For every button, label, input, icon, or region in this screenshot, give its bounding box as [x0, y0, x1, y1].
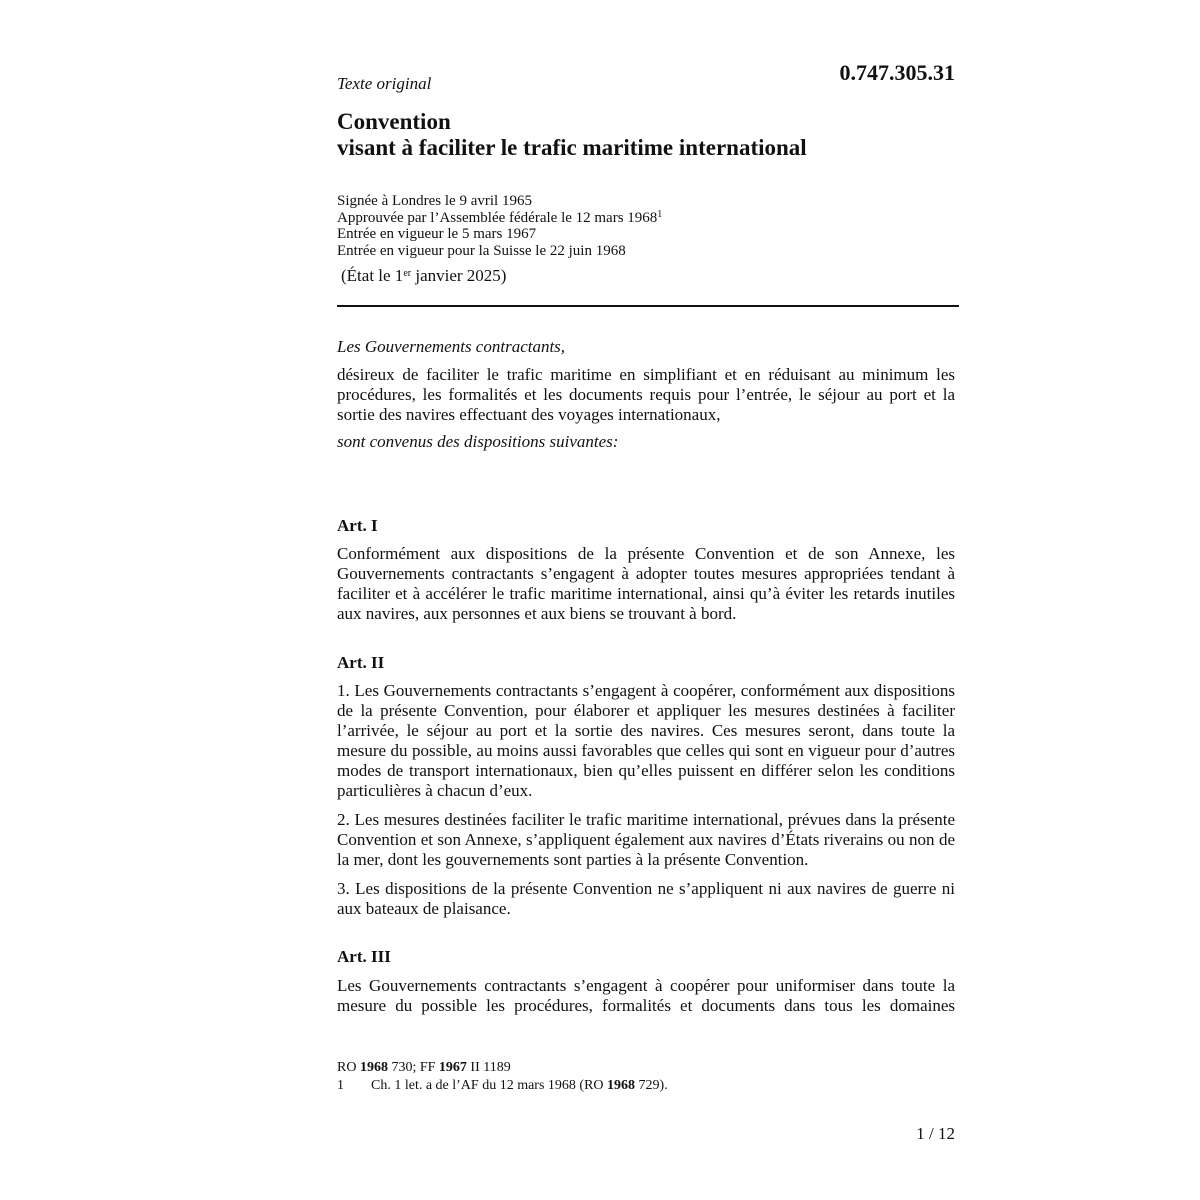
footnotes: [337, 1059, 668, 1095]
status-date: (État le 1er janvier 2025): [341, 266, 507, 285]
header-divider: [337, 305, 959, 307]
article-paragraph: Les Gouvernements contractants s’engagent à coopérer pour uniformiser dans toute la mesure du possible les procédures, formalités et documents dans tous les domaines: [337, 976, 955, 1015]
footnote-1: 1 Ch. 1 let. a de l’AF du 12 mars 1968 (RO 1968 729).: [337, 1078, 668, 1093]
article-heading: Art. III: [337, 947, 391, 966]
sr-number: 0.747.305.31: [839, 60, 955, 85]
preamble-closing: sont convenus des dispositions suivantes:: [337, 432, 619, 451]
in-force-line: Entrée en vigueur le 5 mars 1967: [337, 226, 537, 242]
approved-line: Approuvée par l’Assemblée fédérale le 12 mars 1968$^1$: [337, 208, 663, 226]
in-force-ch-line: Entrée en vigueur pour la Suisse le 22 juin 1968: [337, 242, 626, 259]
preamble-body: désireux de faciliter le trafic maritime en simplifiant et en réduisant au minimum les procédures, les formalités et les documents requis pour l’entrée, le séjour au port et la sortie des navires effectuant des voyages internationaux,: [337, 365, 955, 424]
article-heading: Art. II: [337, 653, 385, 672]
source-reference: RO 1968 730; FF 1967 II 1189: [337, 1060, 511, 1075]
original-text-label: Texte original: [337, 74, 432, 93]
footnote-number: 1: [337, 1078, 344, 1093]
article-paragraph: 2. Les mesures destinées faciliter le trafic maritime international, prévues dans la présente Convention et son Annexe, s’appliquent également aux navires d’États riverains ou non de la mer, dont les gouvernements sont parties à la présente Convention.: [337, 810, 955, 869]
article-paragraph: 1. Les Gouvernements contractants s’engagent à coopérer, conformément aux dispositions de la présente Convention, pour élaborer et appliquer les mesures destinées à faciliter l’arrivée, le séjour au port et la sortie des navires. Ces mesures seront, dans toute la mesure du possible, au moins aussi favorables que celles qui sont en vigueur pour d’autres modes de transport internationaux, bien qu’elles puissent en différer selon les conditions particulières à chacun d’eux.: [337, 681, 955, 800]
signed-line: Signée à Londres le 9 avril 1965: [337, 193, 532, 209]
preamble-intro: Les Gouvernements contractants,: [337, 337, 566, 356]
document-title: [337, 109, 807, 161]
title-line-2: visant à faciliter le trafic maritime international: [337, 135, 807, 160]
page-number: 1 / 12: [916, 1124, 955, 1143]
article-paragraph: 3. Les dispositions de la présente Convention ne s’appliquent ni aux navires de guerre ni aux bateaux de plaisance.: [337, 879, 955, 918]
article-heading: Art. I: [337, 516, 378, 535]
footnote-ref[interactable]: 1: [657, 208, 663, 220]
article-paragraph: Conformément aux dispositions de la présente Convention et de son Annexe, les Gouvernements contractants s’engagent à adopter toutes mesures appropriées tendant à faciliter et à accélérer le trafic maritime international, ainsi qu’à éviter les retards inutiles aux navires, aux personnes et aux biens se trouvant à bord.: [337, 544, 955, 623]
document-metadata: [337, 193, 662, 259]
title-line-1: Convention: [337, 109, 451, 134]
